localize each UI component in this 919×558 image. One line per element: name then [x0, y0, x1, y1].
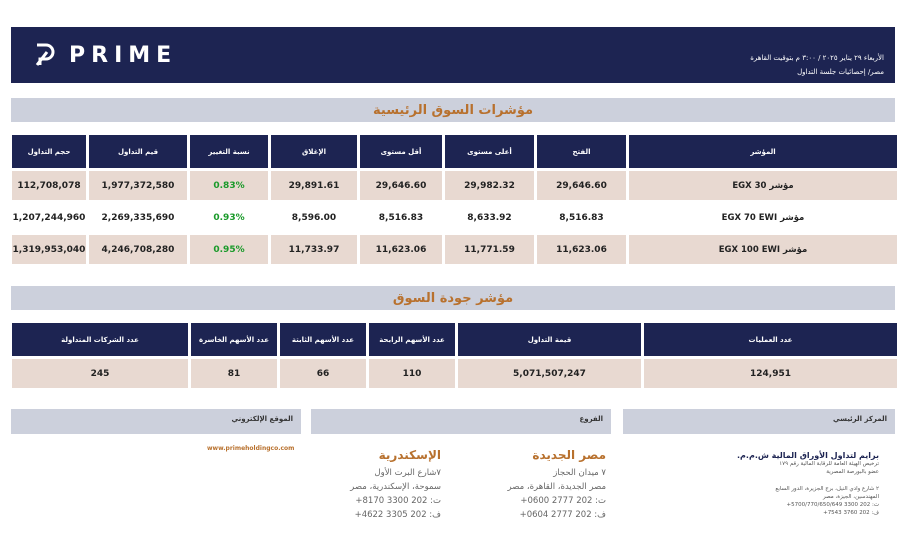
indices-header-row — [12, 135, 897, 168]
change-cell: 0.83% — [190, 171, 268, 200]
table-row — [12, 235, 897, 264]
close-cell: 29,891.61 — [271, 171, 357, 200]
col-close: الإغلاق — [271, 135, 357, 168]
volume-cell: 112,708,078 — [12, 171, 86, 200]
branch-cairo-city: مصر الجديدة — [532, 448, 606, 462]
branch-cairo-fax: ف: 202 2777 0604+ — [519, 510, 606, 520]
unchanged-cell: 66 — [280, 359, 366, 388]
volume-cell: 1,319,953,040 — [12, 235, 86, 264]
hq-details — [737, 451, 879, 517]
col-trade-value: قيمة التداول — [458, 323, 641, 356]
prime-logo-icon — [33, 43, 55, 67]
volume-cell: 1,207,244,960 — [12, 212, 86, 223]
branch-alex-line1: ٧شارع البرت الأول — [374, 468, 441, 478]
branch-cairo-line2: مصر الجديدة، القاهرة، مصر — [507, 482, 606, 492]
change-cell: 0.95% — [190, 235, 268, 264]
quality-header-row — [12, 323, 897, 356]
change-cell: 0.93% — [213, 212, 245, 223]
col-high: أعلى مستوى — [445, 135, 534, 168]
hq-header: المركز الرئيسي — [623, 409, 895, 434]
hq-address2: المهندسين، الجيزة، مصر — [822, 494, 879, 500]
col-gainers: عدد الأسهم الرابحة — [369, 323, 455, 356]
high-cell: 29,982.32 — [445, 171, 534, 200]
branch-cairo-phone: ت: 202 2777 0600+ — [520, 496, 606, 506]
table-row — [12, 359, 897, 388]
companies-traded-cell: 245 — [12, 359, 188, 388]
col-change: نسبة التغيير — [190, 135, 268, 168]
low-cell: 11,623.06 — [360, 235, 442, 264]
brand-name: PRIME — [69, 42, 178, 68]
open-cell: 29,646.60 — [537, 171, 626, 200]
hq-phone: ت: 202 3300 5700/770/650/649+ — [786, 502, 879, 508]
losers-cell: 81 — [191, 359, 277, 388]
branch-alex-phone: ت: 202 3300 8170+ — [355, 496, 441, 506]
low-cell: 8,516.83 — [378, 212, 424, 223]
col-companies-traded: عدد الشركات المتداولة — [12, 323, 188, 356]
close-cell: 11,733.97 — [271, 235, 357, 264]
table-row — [12, 171, 897, 200]
col-losers: عدد الأسهم الخاسرة — [191, 323, 277, 356]
branch-alex-line2: سموحة، الإسكندرية، مصر — [350, 482, 441, 492]
hq-company: برايم لتداول الأوراق المالية ش.م.م. — [737, 451, 879, 460]
low-cell: 29,646.60 — [360, 171, 442, 200]
hq-license: ترخيص الهيئة العامة للرقابة المالية رقم ١٧٩ — [779, 461, 879, 467]
value-cell: 4,246,708,280 — [89, 235, 187, 264]
website-link[interactable]: www.primeholdingco.com — [207, 445, 295, 452]
report-subtitle: مصر/ إحصائيات جلسة التداول — [797, 68, 884, 76]
branches-header: الفروع — [311, 409, 611, 434]
quality-title: مؤشر جودة السوق — [11, 286, 895, 310]
branch-cairo — [508, 448, 606, 522]
col-open: الفتح — [537, 135, 626, 168]
high-cell: 8,633.92 — [467, 212, 512, 223]
gainers-cell: 110 — [369, 359, 455, 388]
indices-title: مؤشرات السوق الرئيسية — [11, 98, 895, 122]
hq-address1: ٢ شارع وادي النيل، برج الجزيرة، الدور السابع — [775, 486, 879, 492]
report-header — [11, 27, 895, 83]
website-header: الموقع الإلكتروني — [11, 409, 301, 434]
transactions-cell: 124,951 — [644, 359, 897, 388]
branch-alex — [350, 448, 441, 522]
col-low: أقل مستوى — [360, 135, 442, 168]
open-cell: 11,623.06 — [537, 235, 626, 264]
value-cell: 2,269,335,690 — [101, 212, 175, 223]
hq-fax: ف: 202 3760 7543+ — [823, 510, 879, 516]
col-value: قيم التداول — [89, 135, 187, 168]
index-name-cell: مؤشر EGX 70 EWI — [721, 212, 805, 223]
session-date: الأربعاء ٢٩ يناير ٢٠٢٥ / ٣:٠٠ م بتوقيت القاهرة — [750, 54, 884, 62]
close-cell: 8,596.00 — [291, 212, 337, 223]
high-cell: 11,771.59 — [445, 235, 534, 264]
branch-cairo-line1: ٧ ميدان الحجاز — [553, 468, 606, 478]
brand-logo — [33, 41, 177, 69]
index-name-cell: مؤشر EGX 30 — [629, 171, 897, 200]
value-cell: 1,977,372,580 — [89, 171, 187, 200]
branch-alex-city: الإسكندرية — [378, 448, 441, 462]
col-volume: حجم التداول — [12, 135, 86, 168]
branch-alex-fax: ف: 202 3305 4622+ — [354, 510, 441, 520]
hq-member: عضو بالبورصة المصرية — [826, 469, 879, 475]
col-transactions: عدد العمليات — [644, 323, 897, 356]
index-name-cell: مؤشر EGX 100 EWI — [629, 235, 897, 264]
col-unchanged: عدد الأسهم الثابتة — [280, 323, 366, 356]
open-cell: 8,516.83 — [559, 212, 604, 223]
trade-value-cell: 5,071,507,247 — [458, 359, 641, 388]
table-row — [12, 203, 897, 232]
quality-table — [9, 320, 900, 391]
indices-table — [9, 132, 900, 267]
col-index: المؤشر — [629, 135, 897, 168]
